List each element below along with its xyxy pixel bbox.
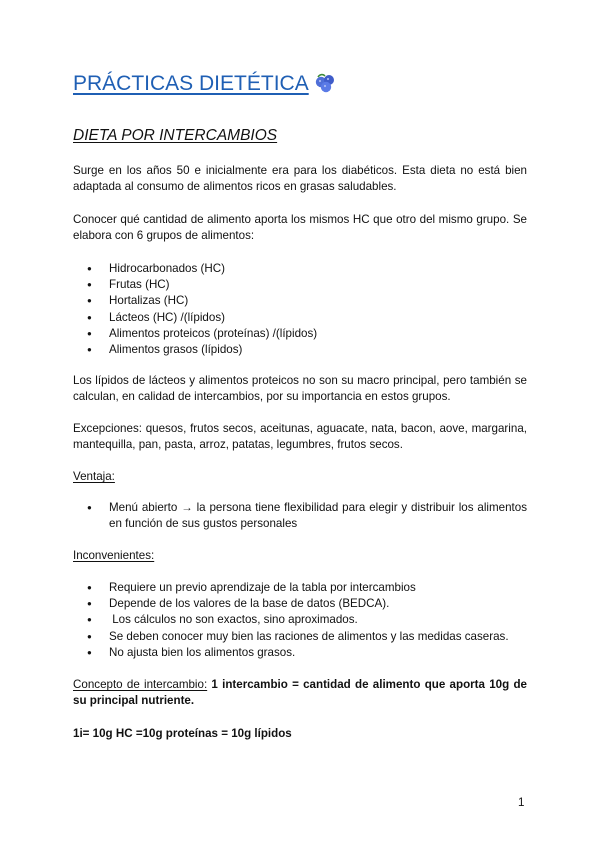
list-item: ● Alimentos proteicos (proteínas) /(lípidos) (73, 326, 527, 342)
page-title (73, 72, 337, 96)
page-number: 1 (518, 796, 525, 809)
list-item: ● Depende de los valores de la base de datos (BEDCA). (73, 596, 527, 612)
list-item: ● Lácteos (HC) /(lípidos) (73, 310, 527, 326)
lipids-paragraph: Los lípidos de lácteos y alimentos proteicos no son su macro principal, pero también se calculan, en calidad de intercambios, por su importancia en estos grupos. (73, 374, 527, 404)
intro-paragraph-2: Conocer qué cantidad de alimento aporta los mismos HC que otro del mismo grupo. Se elabora con 6 grupos de alimentos: (73, 213, 527, 243)
concept-paragraph (73, 677, 527, 709)
concept-definition: 1 intercambio = cantidad de alimento que aporta 10g de su principal nutriente. (73, 678, 527, 708)
drawbacks-list (73, 580, 527, 661)
drawbacks-heading: Inconvenientes: (73, 549, 155, 562)
list-item: ● Los cálculos no son exactos, sino aproximados. (73, 612, 527, 628)
list-item: ● Frutas (HC) (73, 277, 527, 293)
equivalence-line: 1i= 10g HC =10g proteínas = 10g lípidos (73, 727, 292, 740)
list-item: ● Hortalizas (HC) (73, 293, 527, 309)
list-item: ● Hidrocarbonados (HC) (73, 261, 527, 277)
exceptions-paragraph: Excepciones: quesos, frutos secos, aceitunas, aguacate, nata, bacon, aove, margarina, mantequilla, pan, pasta, arroz, patatas, legumbres, frutos secos. (73, 422, 527, 452)
food-groups-list (73, 261, 527, 358)
list-item: ● Se deben conocer muy bien las raciones de alimentos y las medidas caseras. (73, 629, 527, 645)
blueberries-icon (313, 73, 337, 93)
list-item: ● Alimentos grasos (lípidos) (73, 342, 527, 358)
intro-paragraph-1: Surge en los años 50 e inicialmente era para los diabéticos. Esta dieta no está bien adaptada al consumo de alimentos ricos en grasas saludables. (73, 164, 527, 194)
list-item: ● Requiere un previo aprendizaje de la tabla por intercambios (73, 580, 527, 596)
list-item: ● No ajusta bien los alimentos grasos. (73, 645, 527, 661)
list-item: ● Menú abierto → la persona tiene flexibilidad para elegir y distribuir los alimentos en función de sus gustos personales (73, 500, 527, 532)
section-subtitle: DIETA POR INTERCAMBIOS (73, 127, 278, 144)
advantages-list (73, 500, 527, 532)
advantage-heading: Ventaja: (73, 470, 115, 483)
page-title-text: PRÁCTICAS DIETÉTICA (73, 72, 309, 95)
concept-label: Concepto de intercambio: (73, 678, 208, 691)
